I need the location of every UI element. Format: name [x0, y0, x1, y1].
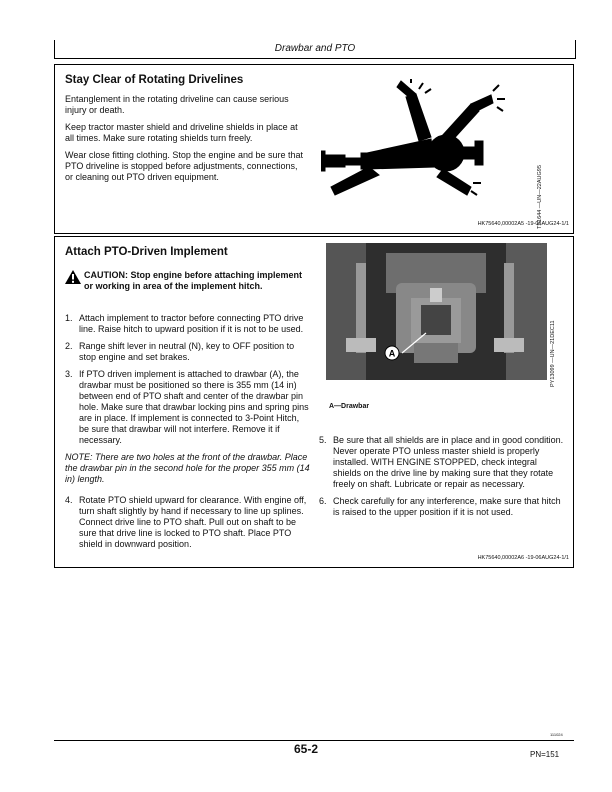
- section1-title: Stay Clear of Rotating Drivelines: [65, 74, 244, 86]
- photo-callout-label: A: [388, 348, 396, 359]
- section1-paragraph: Wear close fitting clothing. Stop the engine and be sure that PTO driveline is stopped before adjustments, connections, or cleaning out PTO driven equipment.: [65, 150, 303, 182]
- section1-paragraph: Keep tractor master shield and driveline shields in place at all times. Make sure rotating shields turn freely.: [65, 122, 298, 143]
- step-text: Attach implement to tractor before connecting PTO drive line. Raise hitch to upward position if it is not to be used.: [79, 313, 304, 334]
- section2-title: Attach PTO-Driven Implement: [65, 246, 228, 258]
- step-number: 4.: [65, 495, 73, 505]
- header-title: Drawbar and PTO: [274, 43, 356, 54]
- step-number: 3.: [65, 369, 73, 379]
- entanglement-pictogram: [321, 79, 531, 199]
- step-number: 2.: [65, 341, 73, 351]
- list-item: [65, 495, 310, 550]
- step-text: Range shift lever in neutral (N), key to OFF position to stop engine and set brakes.: [79, 341, 295, 362]
- footer-small-code: 111024: [550, 732, 563, 737]
- photo-code: PY13099 —UN—21DEC11: [550, 320, 556, 387]
- steps-right: [319, 435, 564, 524]
- drawbar-photo: [326, 243, 547, 380]
- footer-divider: [54, 740, 574, 741]
- step-text: Check carefully for any interference, make sure that hitch is raised to the upper position if it is not used.: [333, 496, 561, 517]
- step-text: If PTO driven implement is attached to drawbar (A), the drawbar must be positioned so there is 355 mm (14 in) between end of PTO shaft and center of the drawbar pin hole. Make sure that drawbar locking pins and spring pins are in place. If implement is connected to 3-Point Hitch, be sure that drawbar will not interfere. Remove it if necessary.: [79, 369, 309, 445]
- list-item: [65, 369, 310, 446]
- section-rotating-drivelines: [54, 64, 574, 234]
- step-number: 6.: [319, 496, 327, 506]
- step-number: 5.: [319, 435, 327, 445]
- list-item: [319, 496, 564, 518]
- photo-caption: A—Drawbar: [329, 403, 370, 410]
- list-item: [65, 341, 310, 363]
- page-header: [54, 40, 576, 59]
- steps-left: [65, 313, 310, 556]
- list-item: [319, 435, 564, 490]
- step-text: Be sure that all shields are in place and in good condition. Never operate PTO unless master shield is properly installed. WITH ENGINE STOPPED, check integral shields on the drive line by making sure that they rotate freely on shaft. Lubricate or repair as necessary.: [333, 435, 564, 489]
- warning-triangle-icon: [65, 270, 81, 284]
- page-number: 65-2: [293, 742, 319, 756]
- note-text: NOTE: There are two holes at the front of the drawbar. Place the drawbar pin in the second hole for the proper 355 mm (14 in) length.: [65, 452, 310, 484]
- section1-ref: HK75640,00002A5 -19-06AUG24-1/1: [477, 221, 569, 227]
- caution-block: [65, 270, 305, 292]
- drawbar-photo-graphic: [326, 243, 547, 380]
- section1-paragraph: Entanglement in the rotating driveline can cause serious injury or death.: [65, 94, 289, 115]
- section2-ref: HK75640,00002A6 -19-06AUG24-1/1: [477, 555, 569, 561]
- caution-text: CAUTION: Stop engine before attaching implement or working in area of the implement hitch.: [84, 270, 303, 291]
- section1-image-code: TS1644 —UN—22AUG95: [537, 165, 543, 229]
- section1-body: [65, 94, 305, 189]
- list-item: [65, 313, 310, 335]
- step-text: Rotate PTO shield upward for clearance. With engine off, turn shaft slightly by hand if necessary to line up splines. Connect drive line to PTO shaft. Pull out on shaft to be sure that drive line is locked to PTO shaft. Place PTO shield in downward position.: [79, 495, 307, 549]
- part-number: PN=151: [530, 750, 560, 759]
- step-number: 1.: [65, 313, 73, 323]
